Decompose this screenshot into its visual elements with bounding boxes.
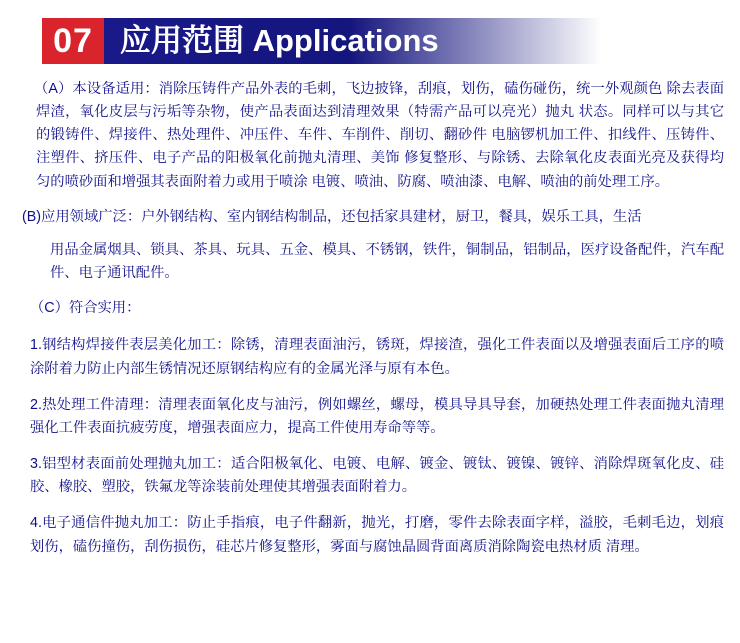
paragraph-a-line-4: 电脑锣机加工件、扣线件、压铸件、注塑件、挤压件、电子产品的阳极氧化前抛丸清理、美饰 xyxy=(36,127,724,167)
list-item-title: 铝型材表面前处理抛丸加工： xyxy=(41,456,231,473)
list-item-body: 适合阳极氧化、电镀、电解、镀金、镀钛、镀镍、镀锌、消除焊斑氧化皮、硅胶、橡胶、塑胶，铁氟龙等涂装前处理使其增强表面附着力。 xyxy=(30,456,725,496)
document-page xyxy=(0,10,740,643)
list-item-number: 3. xyxy=(30,456,42,473)
list-item-title: 热处理工件清理： xyxy=(41,396,159,413)
paragraph-b-line-1: (B)应用领域广泛：户外钢结构、室内钢结构制品，还包括家具建材，厨卫，餐具，娱乐工具，生活 xyxy=(22,208,642,225)
paragraph-b-line-2: 用品金属烟具、锁具、茶具、玩具、五金、模具、不锈钢，铁件，铜制品，铝制品，医疗设备配件，汽车配件、电子通讯配件。 xyxy=(50,241,724,282)
list-item xyxy=(22,453,724,499)
paragraph-a-line-2: 除去表面焊渣，氧化皮层与污垢等杂物，使产品表面达到清理效果（特需产品可以亮光）抛丸 xyxy=(36,81,724,121)
document-content xyxy=(0,72,740,559)
paragraph-a xyxy=(22,78,724,194)
list-item-body: 除锈，清理表面油污，锈斑，焊接渣，强化工件表面以及增强表面后工序的喷涂附着力防止内部生锈情况还原钢结构应有的金属光泽与原有本色。 xyxy=(30,337,725,377)
list-item-body: 防止手指痕，电子件翻新，抛光，打磨，零件去除表面字样，溢胶，毛刺毛边，划痕划伤，磕伤撞伤，刮伤损伤，硅芯片修复整形，雾面与腐蚀晶圆背面离质消除陶瓷电热材质 清理。 xyxy=(30,515,725,555)
list-item-number: 2. xyxy=(30,396,42,413)
list-item xyxy=(22,334,724,380)
paragraph-a-line-3: 状态。同样可以与其它的锻铸件、焊接件、热处理件、冲压件、车件、车削件、削切、翻砂件 xyxy=(36,104,724,144)
list-item xyxy=(22,394,724,440)
paragraph-a-line-1: （A）本设备适用：消除压铸件产品外表的毛刺，飞边披锋，刮痕，划伤，磕伤碰伤，统一外观颜色 xyxy=(34,81,663,97)
list-item-title: 钢结构焊接件表层美化加工： xyxy=(41,337,231,354)
paragraph-a-line-6: 电镀、喷油、防腐、喷油漆、电解、喷油的前处理工序。 xyxy=(311,173,670,190)
list-item-number: 4. xyxy=(30,515,42,532)
list-item-body: 清理表面氧化皮与油污，例如螺丝，螺母，模具导具导套，加硬热处理工件表面抛丸清理强化工件表面抗疲劳度，增强表面应力，提高工件使用寿命等等。 xyxy=(30,396,724,436)
list-item-title: 电子通信件抛丸加工： xyxy=(41,515,188,532)
section-header xyxy=(0,10,740,72)
paragraph-c: （C）符合实用： xyxy=(30,300,141,317)
list-item xyxy=(22,512,724,558)
paragraph-a-line-5: 修复整形、与除锈、去除氧化皮表面光亮及获得均匀的喷砂面和增强其表面附着力或用于喷涂 xyxy=(36,150,724,190)
list-item-number: 1. xyxy=(30,337,42,354)
page-title: 应用范围 Applications xyxy=(120,23,439,58)
section-number-badge: 07 xyxy=(42,18,104,64)
